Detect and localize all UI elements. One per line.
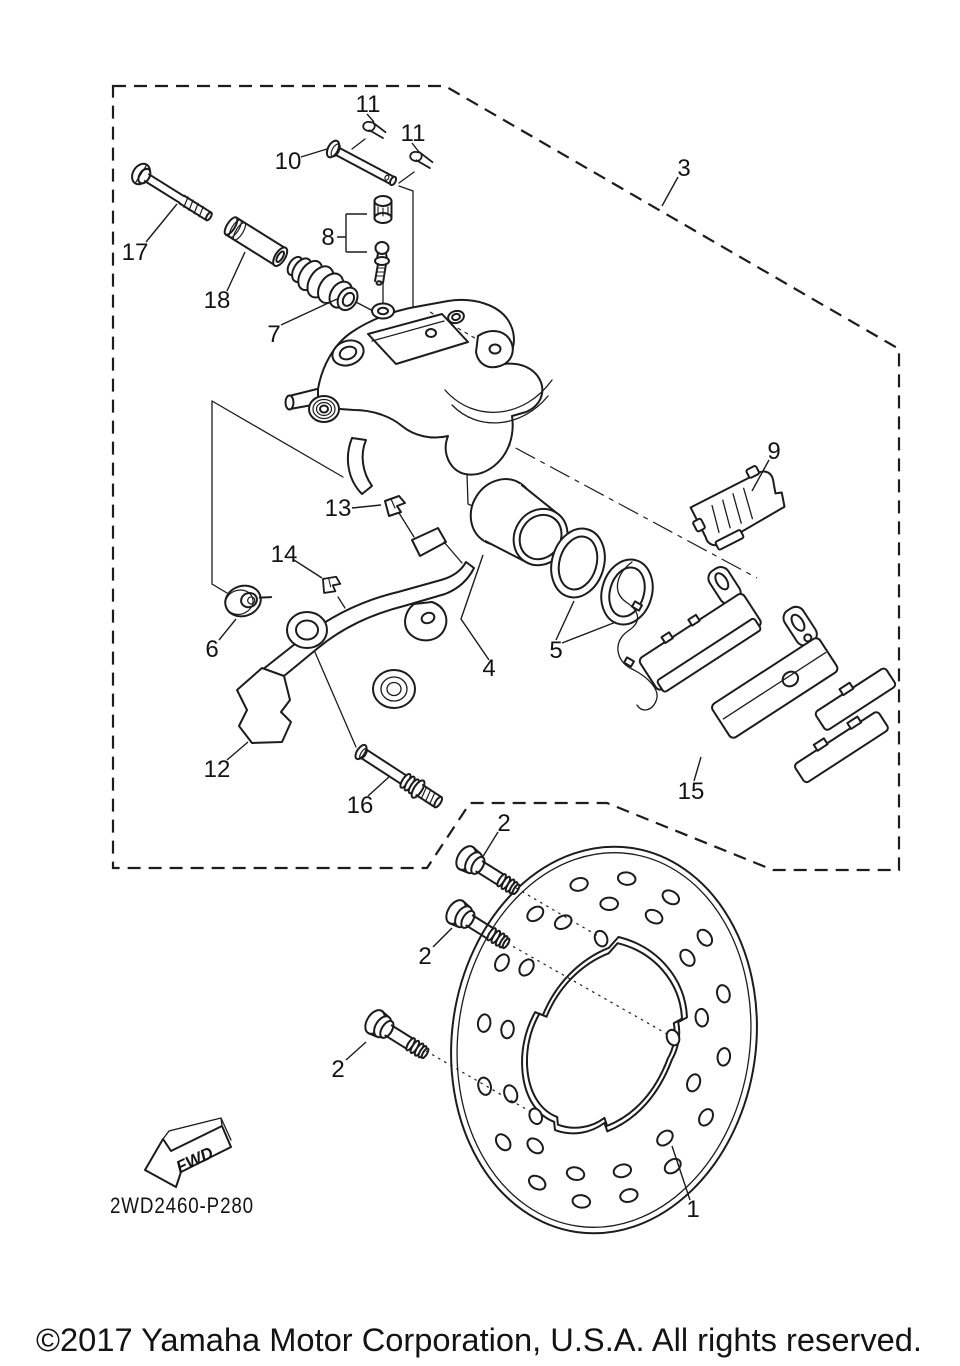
bleed-screw-part [375, 196, 392, 285]
callout-8[interactable]: 8 [321, 224, 335, 251]
callout-14[interactable]: 14 [270, 541, 298, 568]
diagram-code: 2WD2460-P280 [110, 1193, 254, 1218]
callout-15[interactable]: 15 [677, 778, 705, 805]
callout-11-b[interactable]: 11 [400, 120, 426, 147]
callout-11-a[interactable]: 11 [355, 91, 381, 118]
caliper-body-part [286, 300, 553, 494]
callout-16[interactable]: 16 [346, 792, 374, 819]
callout-4[interactable]: 4 [482, 655, 496, 682]
pad-spring-part [683, 460, 793, 555]
boot-part [281, 248, 364, 318]
callout-2-c[interactable]: 2 [331, 1056, 345, 1083]
retainer-clip-part [385, 496, 405, 516]
fwd-arrow-icon [145, 1118, 231, 1187]
callout-18[interactable]: 18 [203, 287, 231, 314]
callout-10[interactable]: 10 [274, 148, 302, 175]
callout-2-a[interactable]: 2 [497, 810, 511, 837]
callout-2-b[interactable]: 2 [418, 943, 432, 970]
callout-5[interactable]: 5 [549, 637, 563, 664]
pad-pin-part [324, 139, 399, 190]
retainer-clip2-part [321, 575, 342, 596]
callout-13[interactable]: 13 [324, 495, 352, 522]
callout-6[interactable]: 6 [205, 636, 219, 663]
callout-7[interactable]: 7 [267, 321, 281, 348]
cap-part [221, 578, 274, 621]
callout-17[interactable]: 17 [121, 239, 149, 266]
callout-1[interactable]: 1 [686, 1196, 700, 1223]
callout-3[interactable]: 3 [677, 155, 691, 182]
assembly-boundary [113, 86, 899, 870]
callout-9[interactable]: 9 [767, 438, 781, 465]
fwd-label: FWD [173, 1143, 217, 1177]
copyright-text: ©2017 Yamaha Motor Corporation, U.S.A. All rights reserved. [36, 1322, 922, 1358]
brake-disc-part [426, 827, 781, 1254]
brake-pads-part [617, 562, 896, 784]
caliper-bolt-part [128, 160, 216, 226]
collar-part [222, 215, 290, 268]
callout-12[interactable]: 12 [203, 756, 231, 783]
